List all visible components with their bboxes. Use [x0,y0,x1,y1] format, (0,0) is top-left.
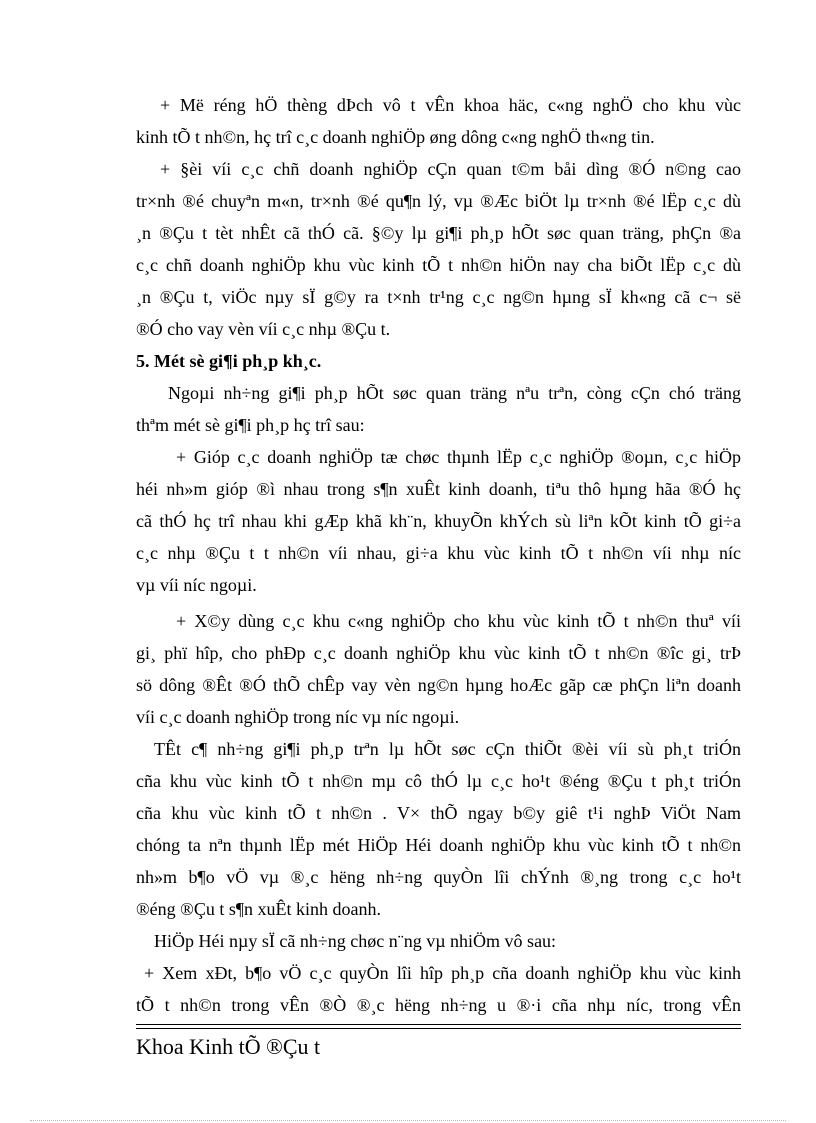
text-line: sö dông ®Êt ®Ó thÕ chÊp vay vèn ng©n hµng hoÆc gãp cæ phÇn liªn doanh [136,675,741,695]
text-line: + Xem xÐt, b¶o vÖ c¸c quyÒn lîi hîp ph¸p cña doanh nghiÖp khu vùc kinh [144,963,741,983]
text-line [136,217,741,249]
text-line: thªm mét sè gi¶i ph¸p hç trî sau: [136,415,365,435]
page-footer: Khoa Kinh tÕ ®Çu t [136,1034,321,1059]
text-line: ®Ó cho vay vèn víi c¸c nhµ ®Çu t. [136,319,391,339]
text-line: HiÖp Héi nµy sÏ cã nh÷ng chøc n¨ng vµ nhiÖm vô sau: [154,931,557,951]
page-bottom-border [30,1120,786,1121]
text-line: nh»m b¶o vÖ vµ ®¸c hëng nh÷ng quyÒn lîi chÝnh ®¸ng trong c¸c ho¹t [136,867,741,887]
text-line: Ngoµi nh÷ng gi¶i ph¸p hÕt søc quan träng nªu trªn, còng cÇn chó träng [168,383,741,403]
text-line: chóng ta nªn thµnh lËp mét HiÖp Héi doanh nghiÖp khu vùc kinh tÕ t nh©n [136,835,741,855]
text-line: víi c¸c doanh nghiÖp trong níc vµ níc ngoµi. [136,707,460,727]
footer-rule [136,1028,741,1029]
footer-rule [136,1024,741,1025]
text-line: gi¸ phï hîp, cho phÐp c¸c doanh nghiÖp khu vùc kinh tÕ t nh©n ®îc gi¸ trÞ [136,643,741,663]
text-line: + §èi víi c¸c chñ doanh nghiÖp cÇn quan t©m båi dìng ®Ó n©ng cao [160,159,741,179]
text-line: c¸c nhµ ®Çu t t nh©n víi nhau, gi÷a khu vùc kinh tÕ t nh©n víi nhµ níc [136,543,741,563]
text-line: TÊt c¶ nh÷ng gi¶i ph¸p trªn lµ hÕt søc cÇn thiÕt ®èi víi sù ph¸t triÓn [154,739,741,759]
text-line: héi nh»m gióp ®ì nhau trong s¶n xuÊt kinh doanh, tiªu thô hµng hãa ®Ó hç [136,479,741,499]
text-line: tr×nh ®é chuyªn m«n, tr×nh ®é qu¶n lý, vµ ®Æc biÖt lµ tr×nh ®é lËp c¸c dù [136,191,741,211]
text-line: ¸n ®Çu t, viÖc nµy sÏ g©y ra t×nh tr¹ng c¸c ng©n hµng sÏ kh«ng cã c¬ së [136,287,741,307]
text-line: c¸c chñ doanh nghiÖp khu vùc kinh tÕ t nh©n hiÖn nay cha biÕt lËp c¸c dù [136,255,741,275]
text-line: cña khu vùc kinh tÕ t nh©n mµ cô thÓ lµ c¸c ho¹t ®éng ®Çu t ph¸t triÓn [136,771,741,791]
text-segment: ¸n ®Çu t tèt nhÊt cã thÓ cã. [136,223,364,243]
text-line: kinh tÕ t nh©n, hç trî c¸c doanh nghiÖp øng dông c«ng nghÖ th«ng tin. [136,127,655,147]
text-line: cña khu vùc kinh tÕ t nh©n . V× thÕ ngay b©y giê t¹i nghÞ ViÖt Nam [136,803,741,823]
text-line: ®éng ®Çu t s¶n xuÊt kinh doanh. [136,899,381,919]
section-heading: 5. Mét sè gi¶i ph¸p kh¸c. [136,351,322,371]
text-line: + Më réng hÖ thèng dÞch vô t vÊn khoa häc, c«ng nghÖ cho khu vùc [160,95,741,115]
text-line: tÕ t nh©n trong vÊn ®Ò ®¸c hëng nh÷ng u ®·i cña nhµ níc, trong vÊn [136,995,741,1015]
text-line: vµ víi níc ngoµi. [136,575,257,595]
text-line: + X©y dùng c¸c khu c«ng nghiÖp cho khu vùc kinh tÕ t nh©n thuª víi [176,611,741,631]
text-line: + Gióp c¸c doanh nghiÖp tæ chøc thµnh lËp c¸c nghiÖp ®oµn, c¸c hiÖp [176,447,741,467]
text-segment: §©y lµ gi¶i ph¸p hÕt søc quan träng, phÇn ®a [371,223,741,243]
text-line: cã thÓ hç trî nhau khi gÆp khã kh¨n, khuyÕn khÝch sù liªn kÕt kinh tÕ gi÷a [136,511,741,531]
